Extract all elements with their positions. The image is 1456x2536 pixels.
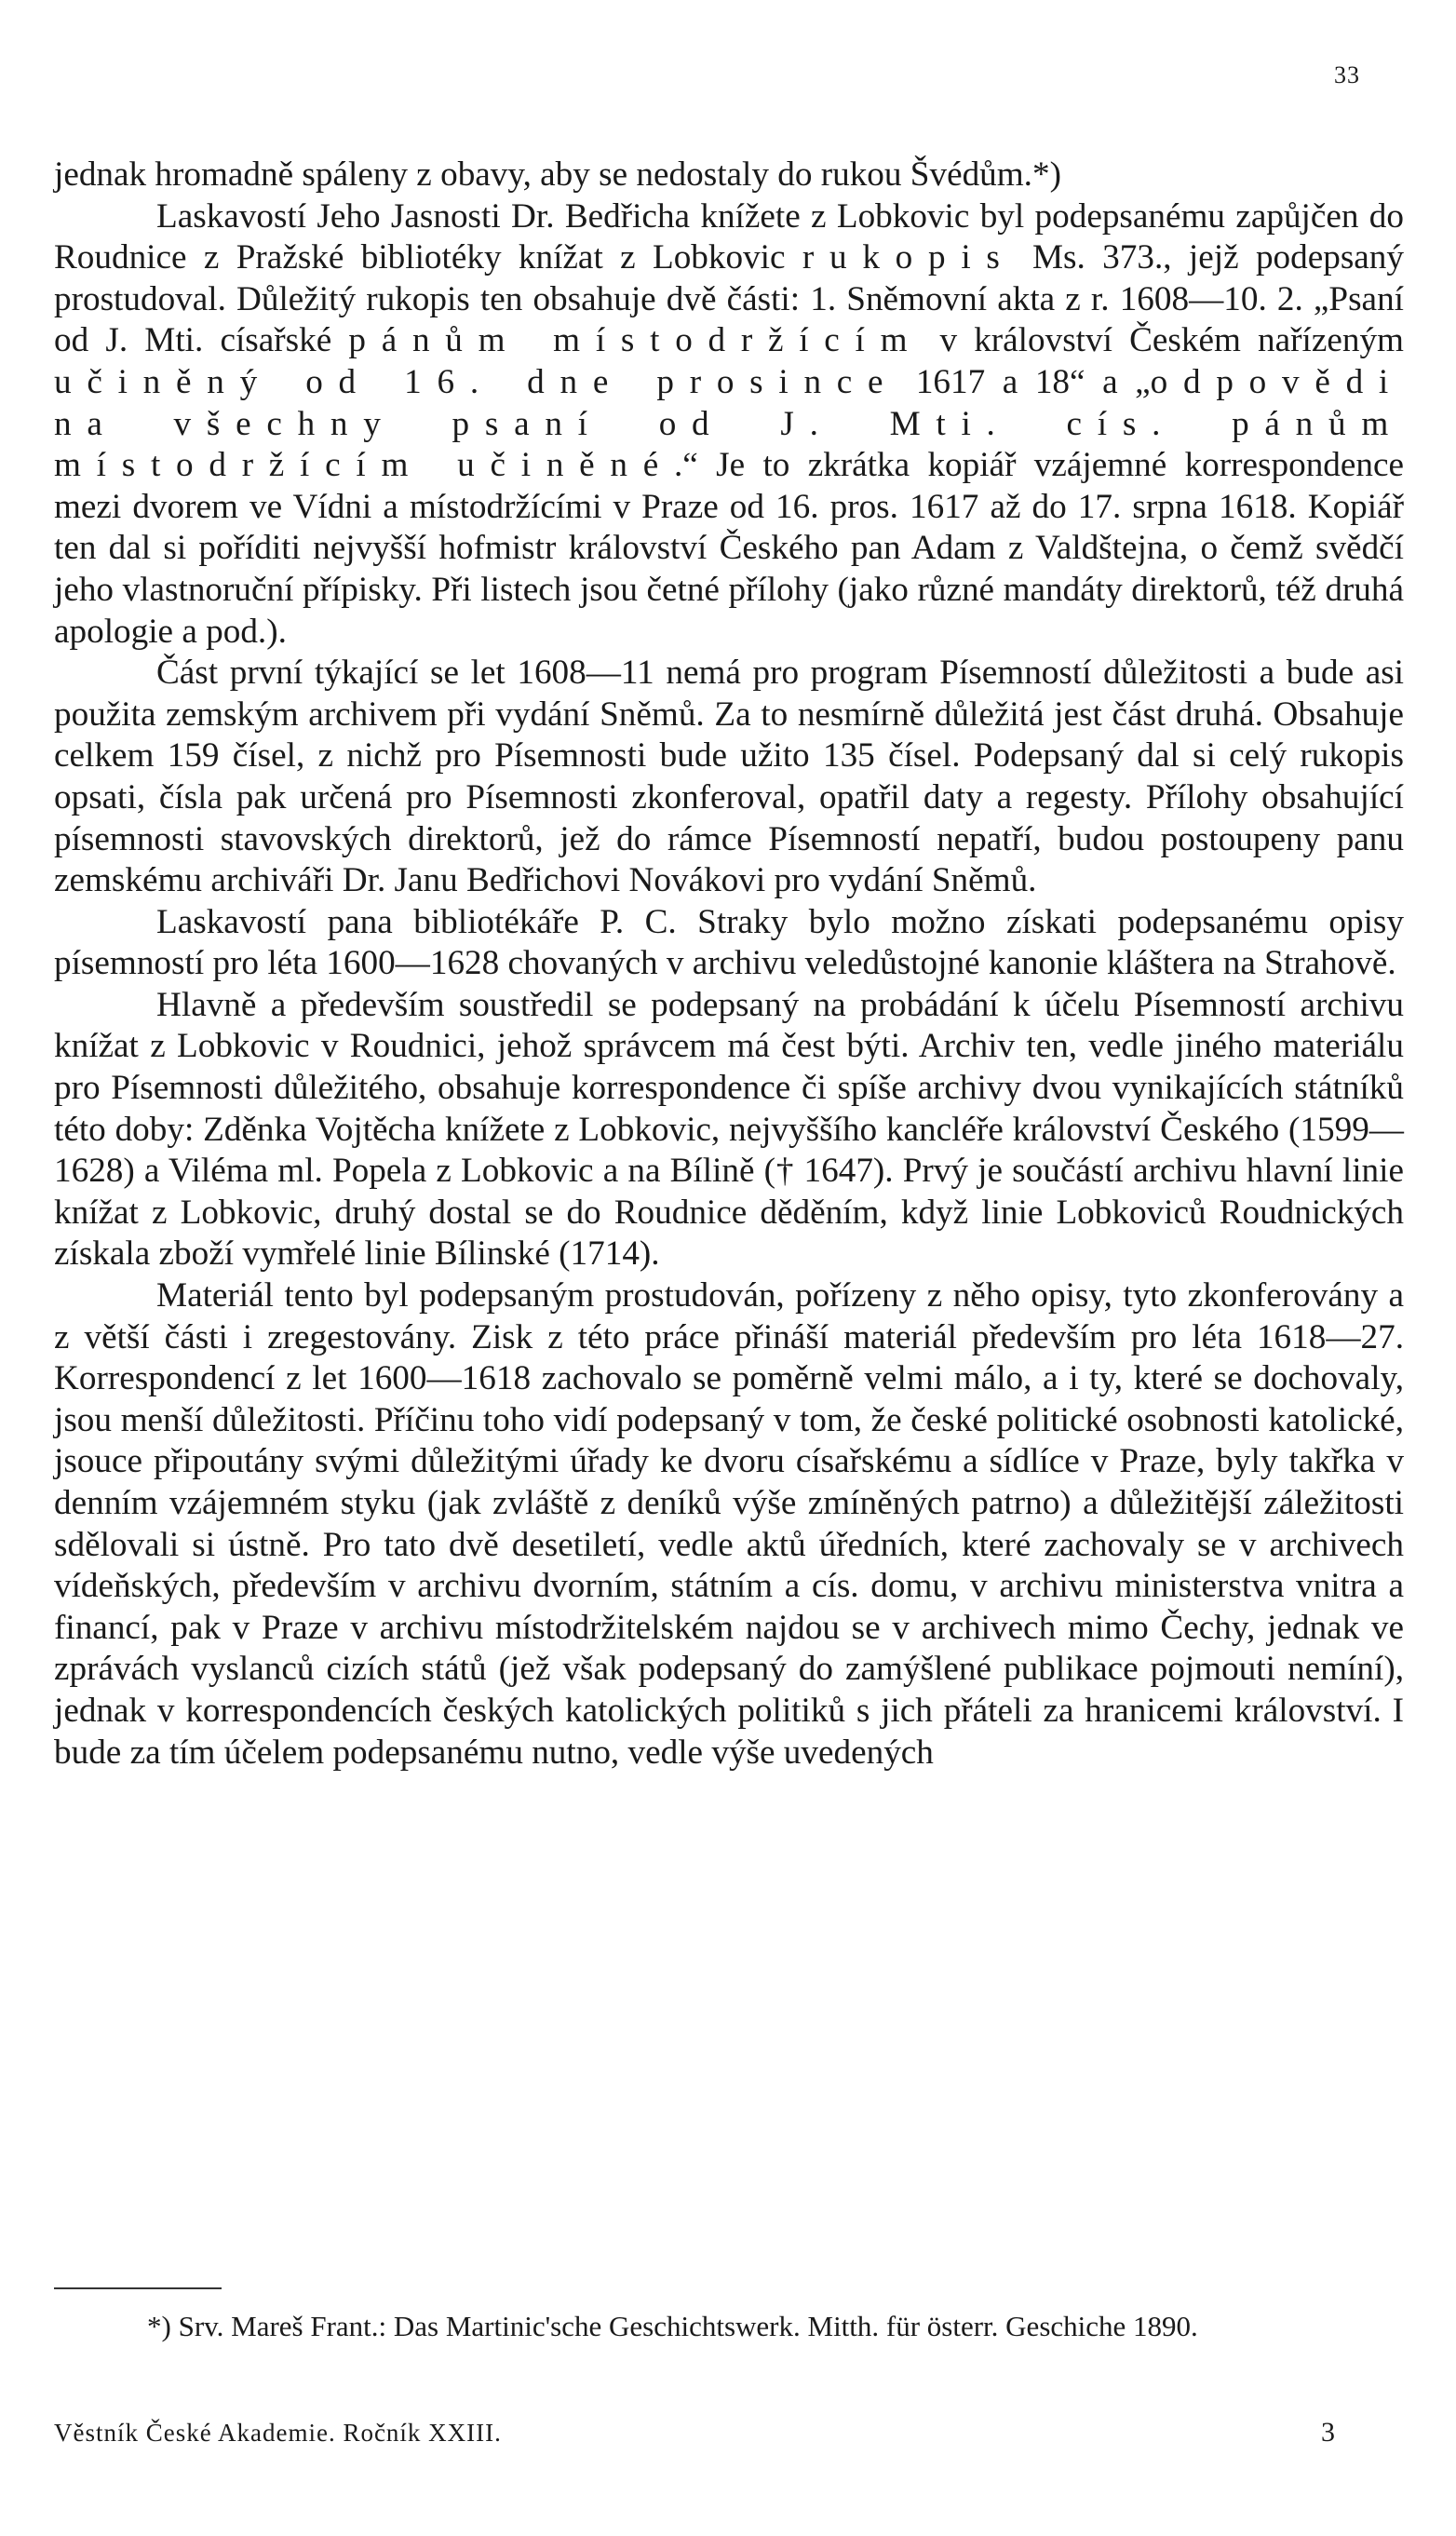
sheet-signature: 3	[1321, 2417, 1335, 2448]
paragraph-3: Část první týkající se let 1608—11 nemá pro program Písemností důležitosti a bude asi použita zemským archivem při vydání Sněmů. Za to nesmírně důležitá jest část druhá. Obsahuje celkem 159 čísel, z nichž pro Písemnosti bude užito 135 čísel. Podepsaný dal si celý rukopis opsati, čísla pak určená pro Písemnosti zkonferoval, opatřil daty a regesty. Přílohy obsahující písemnosti stavovských direktorů, jež do rámce Písemností nepatří, budou postoupeny panu zemskému archiváři Dr. Janu Bedřichovi Novákovi pro vydání Sněmů.	[54, 654, 1404, 900]
paragraph-6: Materiál tento byl podepsaným prostudován, pořízeny z něho opisy, tyto zkonferovány a z větší části i zregestovány. Zisk z této práce přináší materiál především pro léta 1618—27. Korrespondencí z let 1600—1618 zachovalo se poměrně velmi málo, a i ty, které se dochovaly, jsou menší důležitosti. Příčinu toho vidí podepsaný v tom, že české politické osobnosti katolické, jsouce připoutány svými důležitými úřady ke dvoru císařskému a sídlíce v Praze, byly takřka v denním vzájemném styku (jak zvláště z deníků výše zmíněných patrno) a důležitější záležitosti sdělovali si ústně. Pro tato dvě desetiletí, vedle aktů úředních, které zachovaly se v archivech vídeňských, především v archivu dvorním, státním a cís. domu, v archivu ministerstva vnitra a financí, pak v Praze v archivu místodržitelském najdou se v archivech mimo Čechy, jednak ve zprávách vyslanců cizích států (jež však podepsaný do zamýšlené publikace pojmouti nemíní), jednak v korrespondencích českých katolických politiků s jich přáteli za hranicemi království. I bude za tím účelem podepsanému nutno, vedle výše uvedených	[54, 1276, 1404, 1772]
p2-text-a: Laskavostí Jeho Jasnosti Dr. Bedřicha knížete z Lobkovic byl podepsanému zapůjčen do Roudnice z Pražské bibliotéky knížat z Lobkovic	[54, 196, 1404, 277]
paragraph-1: jednak hromadně spáleny z obavy, aby se nedostaly do rukou Švédům.*)	[54, 155, 1061, 194]
paragraph-4: Laskavostí pana bibliotékáře P. C. Straky bylo možno získati podepsanému opisy písemností pro léta 1600—1628 chovaných v archivu veledůstojné kanonie kláštera na Strahově.	[54, 902, 1404, 983]
page-number: 33	[1334, 61, 1360, 88]
p2-text-e: v království Českém nařízeným	[923, 321, 1404, 360]
footnote: *) Srv. Mareš Frant.: Das Martinic'sche Geschichtswerk. Mitth. für österr. Geschiche 1890.	[147, 2310, 1198, 2342]
p2-spaced-panum: pánům místodržícím	[348, 321, 923, 360]
p2-text-c: Ms. 373., jejž podepsaný prostudoval. Důležitý rukopis ten obsahuje dvě části: 1. Sněmovní akta z r. 1608—10. 2. „Psaní od J. Mti. císařské	[54, 238, 1404, 360]
p2-spaced-rukopis: rukopis	[802, 238, 1016, 277]
p2-text-i: .“ Je to zkrátka kopiář vzájemné korrespondence mezi dvorem ve Vídni a místodržícími v Praze od 16. pros. 1617 až do 17. srpna 1618. Kopiář ten dal si poříditi nejvyšší hofmistr království Českého pan Adam z Valdštejna, o čemž svědčí jeho vlastnoruční přípisky. Při listech jsou četné přílohy (jako různé mandáty direktorů, též druhá apologie a pod.).	[54, 446, 1404, 651]
running-footer: Věstník České Akademie. Ročník XXIII.	[54, 2419, 502, 2447]
body-text	[54, 155, 1404, 1774]
footnote-divider	[54, 2287, 222, 2289]
p2-text-g: 1617 a 18“ a „	[898, 362, 1151, 401]
p2-spaced-odpovedi: odpovědi na všechny psaní od J. Mti. cís. pánům místodržícím učiněné	[54, 362, 1404, 485]
paragraph-5: Hlavně a především soustředil se podepsaný na probádání k účelu Písemností archivu knížat z Lobkovic v Roudnici, jehož správcem má čest býti. Archiv ten, vedle jiného materiálu pro Písemnosti důležitého, obsahuje korrespondence či spíše archivy dvou vynikajících státníků této doby: Zděnka Vojtěcha knížete z Lobkovic, nejvyššího kancléře království Českého (1599—1628) a Viléma ml. Popela z Lobkovic a na Bílině († 1647). Prvý je součástí archivu hlavní linie knížat z Lobkovic, druhý dostal se do Roudnice děděním, když linie Lobkoviců Roudnických získala zboží vymřelé linie Bílinské (1714).	[54, 985, 1404, 1274]
p2-spaced-ucineny: učiněný od 16. dne prosince	[54, 362, 899, 401]
paragraph-2	[54, 196, 1404, 654]
